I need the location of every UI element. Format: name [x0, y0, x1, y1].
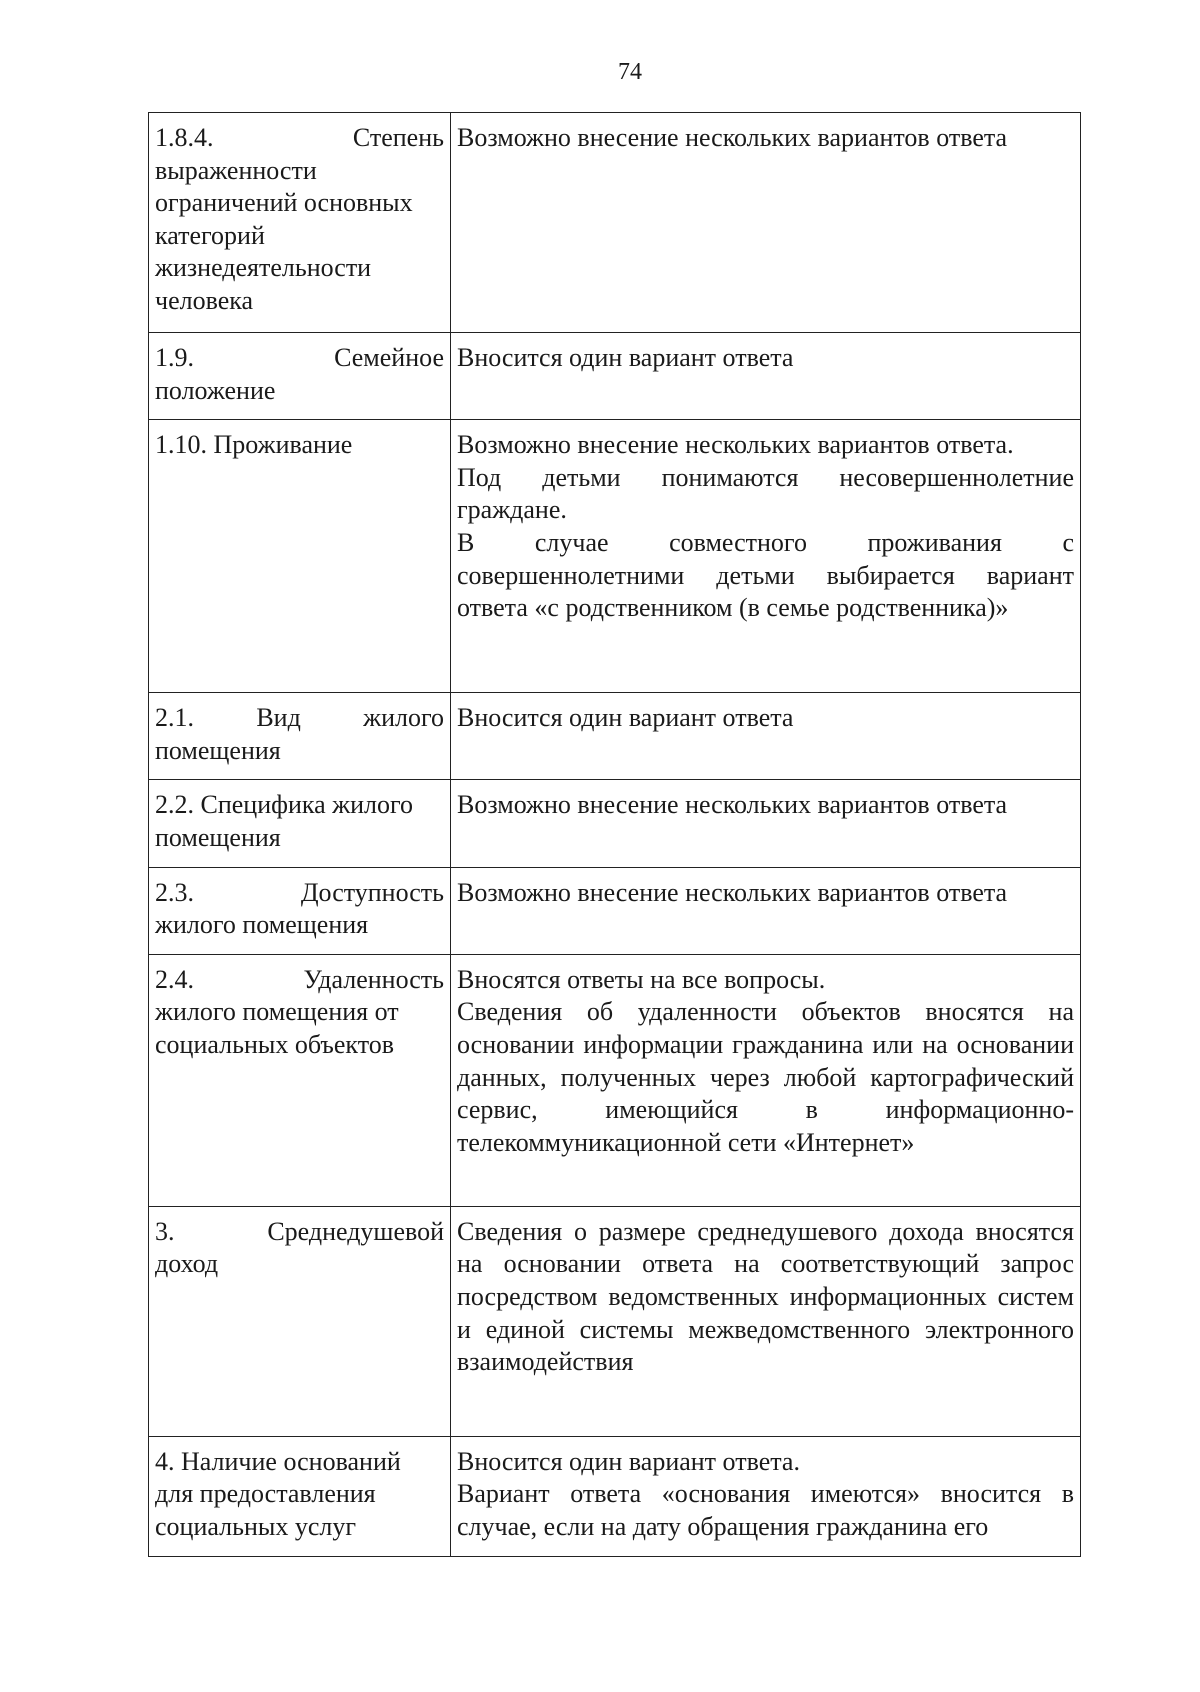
row-label-line: 2.2. Специфика жилого: [155, 790, 414, 820]
row-label-cell: [149, 113, 451, 333]
row-label-line: помещения: [155, 735, 281, 765]
row-note-text: Вносятся ответы на все вопросы.: [457, 964, 826, 994]
page-number: 74: [618, 59, 642, 85]
row-label-line: 4. Наличие оснований: [155, 1446, 401, 1476]
row-label-word: Вид: [256, 703, 301, 733]
row-number: 2.1.: [155, 703, 194, 733]
table-row: [149, 113, 1081, 333]
row-label-line: для предоставления: [155, 1479, 376, 1509]
row-label-cell: [149, 867, 451, 954]
row-note-cell: [451, 1436, 1081, 1556]
row-note-text: В случае совместного проживания с совершеннолетними детьми выбирается вариант ответа «с родственником (в семье родственника)»: [457, 527, 1074, 623]
row-note-cell: [451, 693, 1081, 780]
row-note-cell: [451, 780, 1081, 867]
row-label-word: жилого: [363, 703, 444, 733]
row-label-line: социальных услуг: [155, 1511, 357, 1541]
table-row: [149, 780, 1081, 867]
table-row: [149, 693, 1081, 780]
table-row: [149, 1436, 1081, 1556]
table-row: [149, 867, 1081, 954]
row-number: 3.: [155, 1216, 175, 1246]
row-number: 1.8.4.: [155, 123, 214, 152]
row-label-line: жилого помещения: [155, 910, 369, 940]
row-label-cell: [149, 954, 451, 1206]
row-label-word: Удаленность: [303, 964, 444, 994]
row-note-cell: [451, 420, 1081, 693]
table-row: [149, 333, 1081, 420]
row-note-text: Вносится один вариант ответа: [457, 703, 794, 733]
row-label-line: жизнедеятельности: [155, 253, 372, 283]
row-note-cell: [451, 1206, 1081, 1436]
row-label-word: Доступность: [300, 877, 444, 907]
row-note-text: Вариант ответа «основания имеются» вносится в случае, если на дату обращения гражданина его: [457, 1479, 1074, 1541]
table-row: [149, 1206, 1081, 1436]
table-row: [149, 420, 1081, 693]
row-note-cell: [451, 954, 1081, 1206]
row-label-cell: [149, 333, 451, 420]
row-number: 2.4.: [155, 964, 194, 994]
row-number: 2.3.: [155, 877, 194, 907]
row-number: 1.9.: [155, 343, 194, 372]
row-note-text: Вносится один вариант ответа.: [457, 1446, 800, 1476]
row-note-cell: [451, 113, 1081, 333]
row-note-text: Под детьми понимаются несовершеннолетние граждане.: [457, 462, 1074, 525]
row-note-cell: [451, 333, 1081, 420]
row-note-text: Возможно внесение нескольких вариантов ответа: [457, 877, 1008, 907]
row-label-line: категорий: [155, 220, 265, 250]
table-row: [149, 954, 1081, 1206]
row-label-line: 1.10. Проживание: [155, 430, 353, 460]
row-label-line: выраженности: [155, 155, 317, 185]
row-label-cell: [149, 1436, 451, 1556]
row-label-cell: [149, 780, 451, 867]
row-note-text: Сведения о размере среднедушевого дохода вносятся на основании ответа на соответствующий запрос посредством ведомственных информационных систем и единой системы межведомственного электронного взаимодействия: [457, 1216, 1074, 1377]
row-label-line: человека: [155, 285, 254, 315]
row-label-line: доход: [155, 1249, 219, 1279]
row-note-text: Возможно внесение нескольких вариантов ответа: [457, 790, 1008, 820]
row-label-cell: [149, 420, 451, 693]
row-label-word: Степень: [352, 123, 444, 152]
row-label-line: ограничений основных: [155, 188, 413, 218]
row-label-line: положение: [155, 375, 276, 405]
requirements-table: [148, 112, 1081, 1557]
row-label-line: жилого помещения от: [155, 997, 399, 1027]
row-note-cell: [451, 867, 1081, 954]
row-label-line: помещения: [155, 822, 281, 852]
row-label-line: социальных объектов: [155, 1029, 395, 1059]
row-note-text: Вносится один вариант ответа: [457, 343, 794, 372]
row-label-cell: [149, 693, 451, 780]
row-note-text: Возможно внесение нескольких вариантов ответа.: [457, 430, 1014, 460]
row-note-text: Возможно внесение нескольких вариантов ответа: [457, 123, 1008, 152]
row-label-word: Среднедушевой: [267, 1216, 444, 1246]
row-note-text: Сведения об удаленности объектов вносятся на основании информации гражданина или на основании данных, полученных через любой картографический сервис, имеющийся в информационно-телекоммуникационной сети «Интернет»: [457, 997, 1074, 1157]
row-label-word: Семейное: [334, 343, 444, 372]
row-label-cell: [149, 1206, 451, 1436]
